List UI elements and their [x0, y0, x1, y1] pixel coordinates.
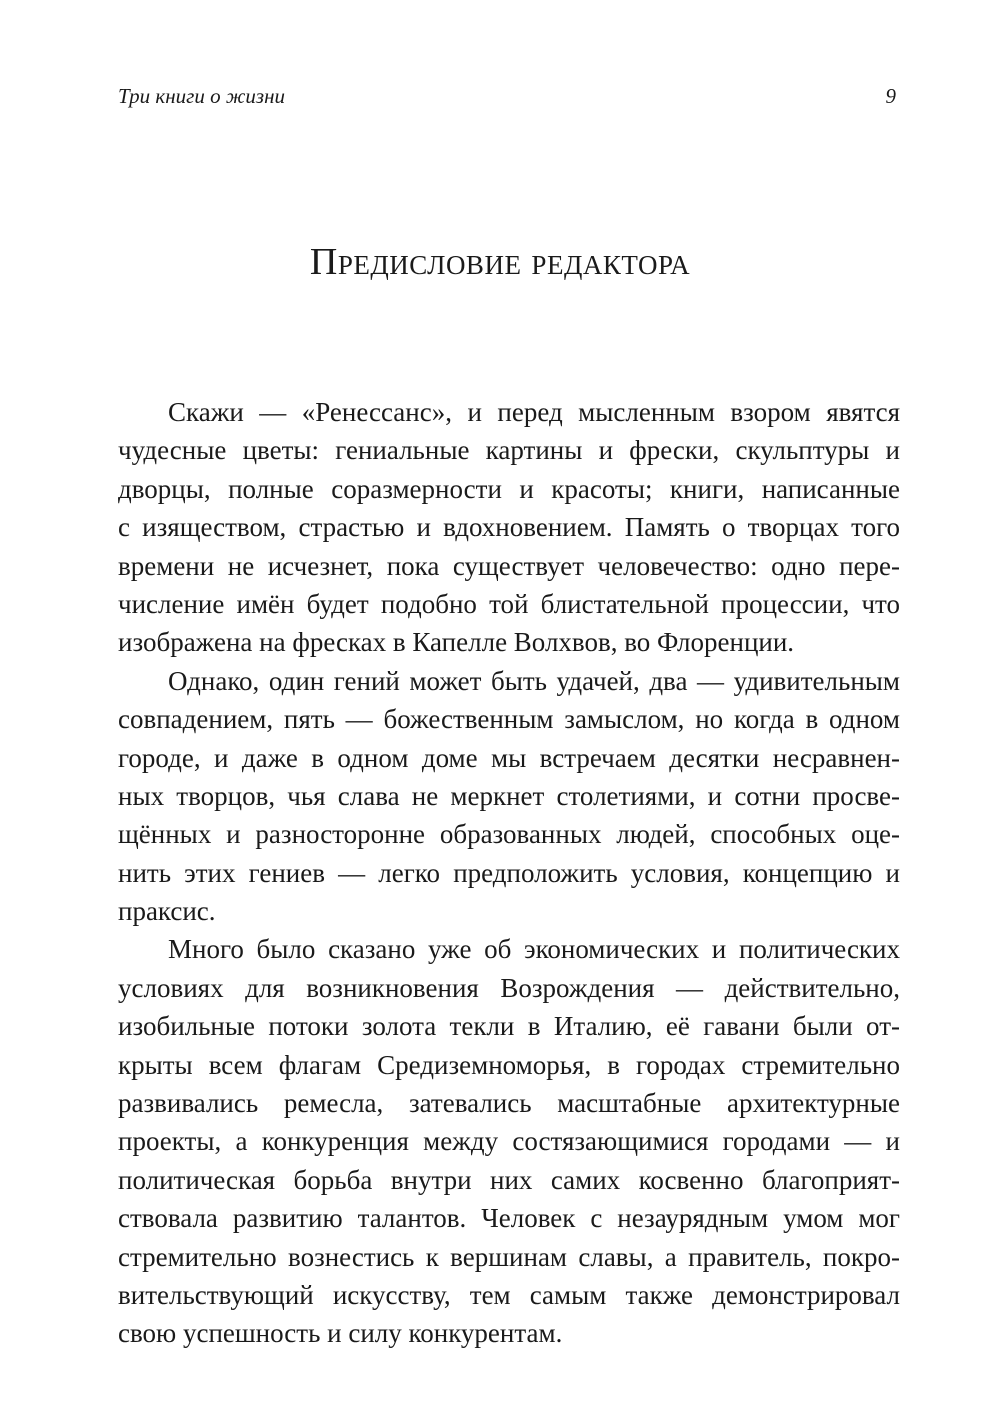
text-line: ствовала развитию талантов. Человек с незаурядным умом мог — [118, 1203, 900, 1234]
text-line: нить этих гениев — легко предположить условия, концепцию и — [118, 857, 900, 888]
running-head — [118, 84, 896, 114]
text-line: стремительно вознестись к вершинам славы, а правитель, покро- — [118, 1241, 900, 1272]
paragraph-1 — [118, 393, 900, 662]
text-line: городе, и даже в одном доме мы встречаем десятки несравнен- — [118, 742, 900, 773]
text-line: дворцы, полные соразмерности и красоты; книги, написанные — [118, 473, 900, 504]
text-line: развивались ремесла, затевались масштабные архитектурные — [118, 1088, 900, 1119]
text-line: крыты всем флагам Средиземноморья, в городах стремительно — [118, 1049, 900, 1080]
paragraph-2 — [118, 662, 900, 931]
chapter-title: Предисловие редактора — [309, 241, 691, 283]
text-line: политическая борьба внутри них самих косвенно благоприят- — [118, 1164, 900, 1195]
text-line: Однако, один гений может быть удачей, два — удивительным — [168, 665, 900, 696]
text-line: числение имён будет подобно той блистательной процессии, что — [118, 588, 900, 619]
text-line: чудесные цветы: гениальные картины и фрески, скульптуры и — [118, 435, 900, 466]
text-line: Много было сказано уже об экономических и политических — [168, 934, 900, 965]
text-line: Скажи — «Ренессанс», и перед мысленным взором явятся — [168, 397, 900, 427]
page-number: 9 — [885, 84, 896, 108]
text-line: времени не исчезнет, пока существует человечество: одно пере- — [118, 550, 900, 581]
text-line: изображена на фресках в Капелле Волхвов, во Флоренции. — [118, 627, 795, 658]
text-line: вительствующий искусству, тем самым также демонстрировал — [118, 1279, 900, 1310]
text-line: с изяществом, страстью и вдохновением. Память о творцах того — [118, 512, 900, 543]
text-line: свою успешность и силу конкурентам. — [118, 1318, 563, 1349]
paragraph-3 — [118, 930, 900, 1352]
body-text — [118, 393, 900, 1353]
text-line: ных творцов, чья слава не меркнет столетиями, и сотни просве- — [118, 780, 900, 811]
text-line: условиях для возникновения Возрождения — действительно, — [118, 972, 900, 1003]
running-title: Три книги о жизни — [118, 84, 285, 108]
text-line: проекты, а конкуренция между состязающимися городами — и — [118, 1126, 900, 1157]
text-line: совпадением, пять — божественным замыслом, но когда в одном — [118, 704, 900, 735]
text-line: щённых и разносторонне образованных людей, способных оце- — [118, 819, 900, 850]
text-line: праксис. — [118, 896, 216, 927]
text-line: изобильные потоки золота текли в Италию, её гавани были от- — [118, 1011, 900, 1042]
